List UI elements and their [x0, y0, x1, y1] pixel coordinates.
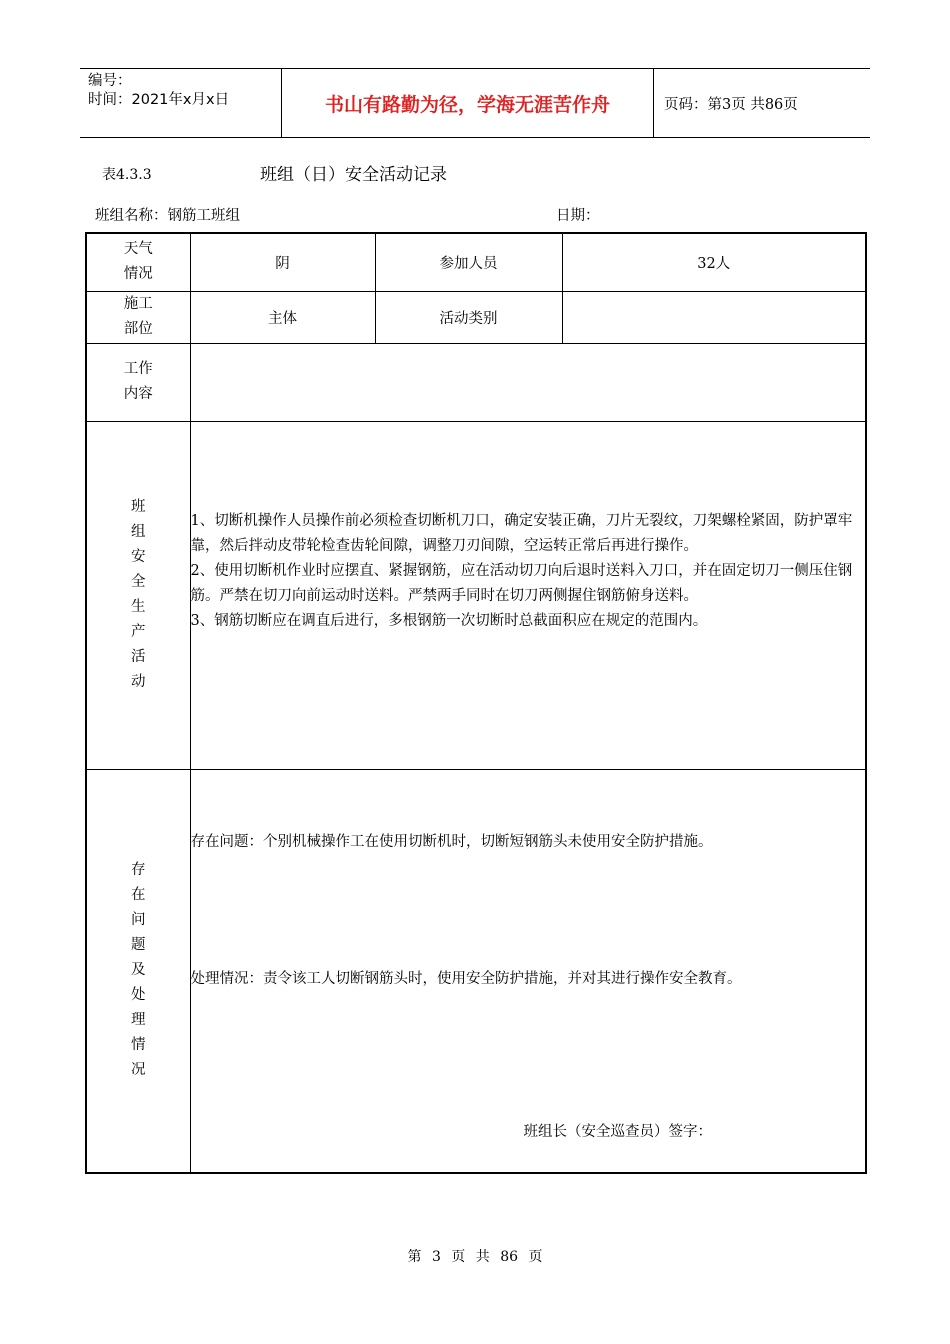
weather-value: 阴 [190, 233, 375, 291]
problem-text: 存在问题：个别机械操作工在使用切断机时，切断短钢筋头未使用安全防护措施。 [190, 833, 713, 850]
work-label: 工作内容 [123, 361, 153, 402]
table-row [86, 421, 866, 769]
issue-label: 存在问题及处理情况 [131, 862, 146, 1079]
activity-content [190, 421, 866, 769]
location-label: 施工部位 [123, 296, 153, 337]
title-line [102, 158, 802, 188]
table-row [86, 343, 866, 421]
activity-list [191, 509, 866, 634]
document-title: 班组（日）安全活动记录 [260, 165, 447, 185]
team-name: 班组名称：钢筋工班组 [95, 208, 240, 224]
record-table [85, 232, 867, 1174]
header-meta [80, 69, 281, 137]
location-value: 主体 [190, 291, 375, 343]
header-time: 时间：2021年x月x日 [88, 92, 230, 108]
weather-label: 天气情况 [123, 241, 153, 283]
date-label: 日期： [556, 208, 600, 224]
location-label-cell [86, 291, 190, 343]
issue-label-cell [86, 769, 190, 1173]
activity-item: 1、切断机操作人员操作前必须检查切断机刀口，确定安装正确，刀片无裂纹，刀架螺栓紧固，防护罩牢靠，然后拌动皮带轮检查齿轮间隙，调整刀刃间隙，空运转正常后再进行操作。 [190, 512, 853, 554]
activity-item: 3、钢筋切断应在调直后进行，多根钢筋一次切断时总截面积应在规定的范围内。 [190, 612, 708, 629]
activity-type-label: 活动类别 [375, 291, 562, 343]
page-header [80, 68, 870, 138]
activity-type-value [562, 291, 866, 343]
signature-label: 班组长（安全巡查员）签字： [523, 1123, 712, 1140]
participants-label: 参加人员 [375, 233, 562, 291]
weather-label-cell [86, 233, 190, 291]
header-page-info: 页码：第3页 共86页 [664, 96, 798, 113]
table-row [86, 233, 866, 291]
header-code: 编号： [88, 73, 132, 89]
activity-label-cell [86, 421, 190, 769]
page-footer: 第 3 页 共 86 页 [407, 1249, 543, 1265]
header-motto: 书山有路勤为径，学海无涯苦作舟 [281, 69, 654, 137]
work-value [190, 343, 866, 421]
work-label-cell [86, 343, 190, 421]
participants-value: 32人 [562, 233, 866, 291]
table-number: 表4.3.3 [102, 167, 152, 183]
issue-content [190, 769, 866, 1173]
activity-item: 2、使用切断机作业时应摆直、紧握钢筋，应在活动切刀向后退时送料入刀口，并在固定切刀一侧压住钢筋。严禁在切刀向前运动时送料。严禁两手同时在切刀两侧握住钢筋俯身送料。 [190, 562, 853, 604]
meta-line [95, 204, 855, 225]
table-row [86, 769, 866, 1173]
handling-text: 处理情况：责令该工人切断钢筋头时，使用安全防护措施，并对其进行操作安全教育。 [190, 970, 742, 987]
activity-label: 班组安全生产活动 [131, 499, 146, 690]
table-row [86, 291, 866, 343]
